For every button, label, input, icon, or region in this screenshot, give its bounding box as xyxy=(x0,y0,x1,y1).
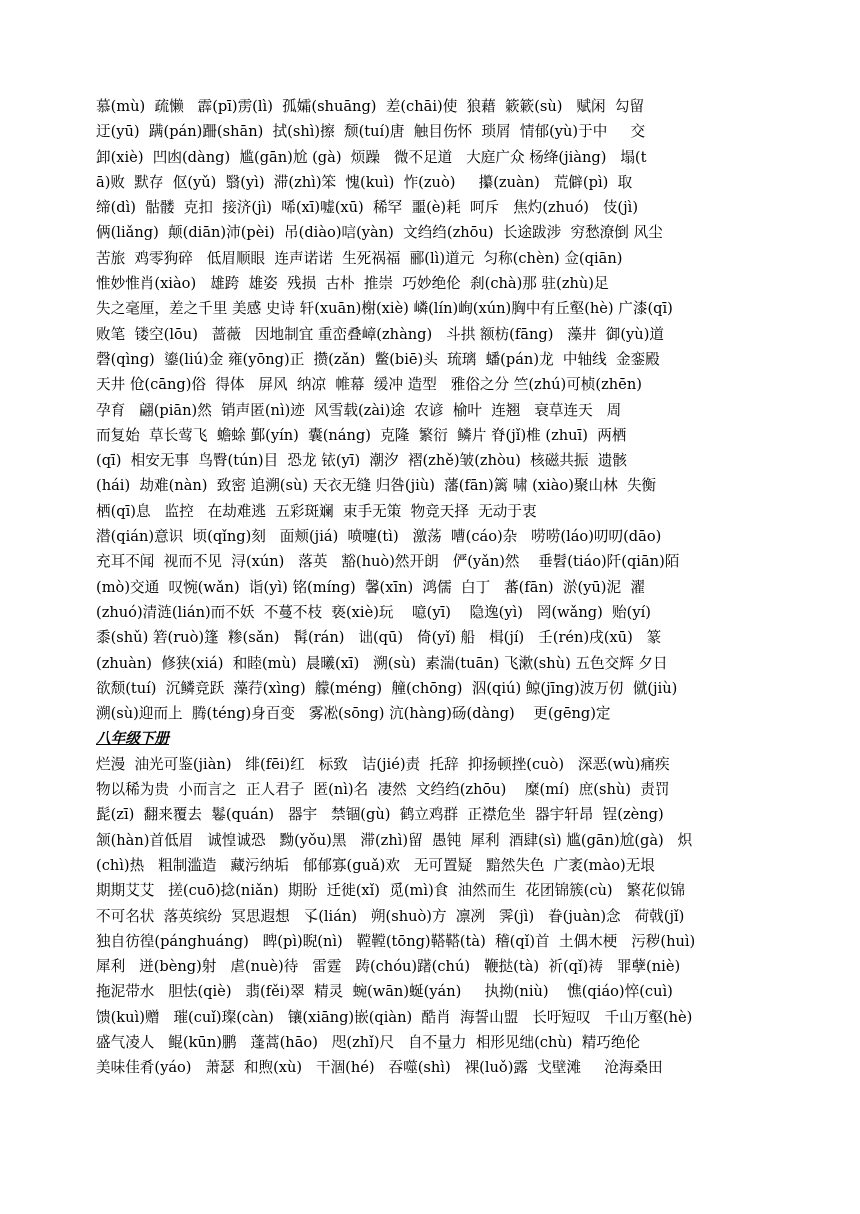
vocabulary-line: 犀利 迸(bèng)射 虐(nuè)待 雷霆 踌(chóu)躇(chú) 鞭挞(tà) 祈(qǐ)祷 罪孽(niè) xyxy=(96,958,681,976)
vocabulary-line: 期期艾艾 搓(cuō)捻(niǎn) 期盼 迁徙(xǐ) 觅(mì)食 油然而生 花团锦簇(cù) 繁花似锦 xyxy=(96,882,685,900)
vocabulary-line: (zhuàn) 修狭(xiá) 和睦(mù) 晨曦(xī) 溯(sù) 素湍(tuān) 飞漱(shù) 五色交辉 夕日 xyxy=(96,654,668,672)
vocabulary-line: 独自彷徨(pánghuáng) 睥(pì)睨(nì) 鞺鞺(tōng)鞳鞳(tà) 稽(qǐ)首 土偶木梗 污秽(huì) xyxy=(96,932,696,950)
vocabulary-line: 俩(liǎng) 颠(diān)沛(pèi) 吊(diào)唁(yàn) 文绉绉(zhōu) 长途跋涉 穷愁潦倒 风尘 xyxy=(96,224,663,242)
vocabulary-line: (chì)热 粗制滥造 藏污纳垢 郁郁寡(guǎ)欢 无可置疑 黯然失色 广袤(mào)无垠 xyxy=(96,856,655,874)
section-heading: 八年级下册 xyxy=(96,730,169,748)
vocabulary-line: 孕育 翩(piān)然 销声匿(nì)迹 风雪载(zài)途 农谚 榆叶 连翘 衰草连天 周 xyxy=(96,401,622,419)
vocabulary-line: (zhuó)清涟(lián)而不妖 不蔓不枝 亵(xiè)玩 噫(yī) 隐逸(yì) 罔(wǎng) 贻(yí) xyxy=(96,603,651,621)
vocabulary-line: (qī) 相安无事 鸟臀(tún)目 恐龙 铱(yī) 潮汐 褶(zhě)皱(zhòu) 核磁共振 遗骸 xyxy=(96,452,627,470)
vocabulary-line: 慕(mù) 疏懒 霹(pī)雳(lì) 孤孀(shuāng) 差(chāi)使 狼藉 簌簌(sù) 赋闲 勾留 xyxy=(96,98,645,115)
vocabulary-line: 不可名状 落英缤纷 冥思遐想 孓(lián) 朔(shuò)方 凛冽 霁(jì) 眷(juàn)念 荷戟(jǐ) xyxy=(96,907,685,925)
vocabulary-line: 卸(xiè) 凹凼(dàng) 尴(gān)尬 (gà) 烦躁 微不足道 大庭广众 杨绛(jiàng) 塌(t xyxy=(96,148,647,166)
vocabulary-line: (hái) 劫难(nàn) 致密 追溯(sù) 天衣无缝 归咎(jiù) 藩(fān)篱 啸 (xiào)聚山林 失衡 xyxy=(96,477,657,495)
vocabulary-line: 磬(qìng) 鎏(liú)金 雍(yōng)正 攒(zǎn) 鳖(biē)头 琉璃 蟠(pán)龙 中轴线 金銮殿 xyxy=(96,350,660,368)
document-page xyxy=(96,94,768,1081)
vocabulary-line: 拖泥带水 胆怯(qiè) 翡(fěi)翠 精灵 蜿(wān)蜒(yán) 执拗(niù) 憔(qiáo)悴(cuì) xyxy=(96,983,673,1001)
vocabulary-line: 苦旅 鸡零狗碎 低眉顺眼 连声诺诺 生死祸福 郦(lì)道元 匀称(chèn) 佥(qiān) xyxy=(96,249,623,267)
vocabulary-line: 盛气凌人 鲲(kūn)鹏 蓬蒿(hāo) 咫(zhǐ)尺 自不量力 相形见绌(chù) 精巧绝伦 xyxy=(96,1033,641,1051)
vocabulary-line: 缔(dì) 骷髅 克扣 接济(jì) 唏(xī)嘘(xū) 稀罕 噩(è)耗 呵斥 焦灼(zhuó) 伎(jì) xyxy=(96,199,639,217)
vocabulary-line: 欲颓(tuí) 沉鳞竞跃 藻荇(xìng) 艨(méng) 艟(chōng) 泅(qiú) 鲸(jīng)波万仞 僦(jiù) xyxy=(96,679,678,697)
vocabulary-line: 迂(yū) 蹒(pán)跚(shān) 拭(shì)擦 颓(tuí)唐 触目伤怀 琐屑 情郁(yù)于中 交 xyxy=(96,123,646,141)
vocabulary-line: 惟妙惟肖(xiào) 雄跨 雄姿 残损 古朴 推崇 巧妙绝伦 刹(chà)那 驻(zhù)足 xyxy=(96,275,609,293)
vocabulary-line: 而复始 草长莺飞 蟾蜍 鄞(yín) 囊(náng) 克隆 繁衍 鳞片 脊(jǐ)椎 (zhuī) 两栖 xyxy=(96,426,627,444)
vocabulary-line: (mò)交通 叹惋(wǎn) 诣(yì) 铭(míng) 馨(xīn) 鸿儒 白丁 蕃(fān) 淤(yū)泥 濯 xyxy=(96,578,645,596)
vocabulary-line: 天井 伧(cāng)俗 得体 屏风 纳凉 帷幕 缓冲 造型 雅俗之分 竺(zhú)可桢(zhēn) xyxy=(96,376,642,394)
vocabulary-line: 物以稀为贵 小而言之 正人君子 匿(nì)名 凄然 文绉绉(zhōu) 糜(mí) 庶(shù) 责罚 xyxy=(96,781,670,799)
vocabulary-line: 充耳不闻 视而不见 浔(xún) 落英 豁(huò)然开朗 俨(yǎn)然 垂髫(tiáo)阡(qiān)陌 xyxy=(96,553,680,571)
vocabulary-line: 髭(zī) 翻来覆去 鬈(quán) 器宇 禁锢(gù) 鹤立鸡群 正襟危坐 器宇轩昂 锃(zèng) xyxy=(96,806,664,824)
vocabulary-line: 溯(sù)迎而上 腾(téng)身百变 雾凇(sōng) 沆(hàng)砀(dàng) 更(gēng)定 xyxy=(96,705,611,723)
vocabulary-line: 败笔 镂空(lōu) 蔷薇 因地制宜 重峦叠嶂(zhàng) 斗拱 额枋(fāng) 藻井 御(yù)道 xyxy=(96,325,664,343)
vocabulary-line: 馈(kuì)赠 璀(cuǐ)璨(càn) 镶(xiāng)嵌(qiàn) 酷肖 海誓山盟 长吁短叹 千山万壑(hè) xyxy=(96,1008,693,1026)
vocabulary-line: 美味佳肴(yáo) 萧瑟 和煦(xù) 干涸(hé) 吞噬(shì) 裸(luǒ)露 戈壁滩 沧海桑田 xyxy=(96,1059,663,1077)
vocabulary-section-grade8-lower xyxy=(96,752,768,1081)
vocabulary-line: 烂漫 油光可鉴(jiàn) 绯(fēi)红 标致 诘(jié)责 托辞 抑扬顿挫(cuò) 深恶(wù)痛疾 xyxy=(96,755,670,773)
vocabulary-line: 潜(qián)意识 顷(qǐng)刻 面颊(jiá) 喷嚏(tì) 激荡 嘈(cáo)杂 唠唠(láo)叨叨(dāo) xyxy=(96,528,662,546)
vocabulary-line: ā)败 默存 伛(yǔ) 翳(yì) 滞(zhì)笨 愧(kuì) 怍(zuò) 攥(zuàn) 荒僻(pì) 取 xyxy=(96,173,633,191)
vocabulary-line: 栖(qī)息 监控 在劫难逃 五彩斑斓 束手无策 物竞天择 无动于衷 xyxy=(96,502,537,520)
vocabulary-line: 黍(shǔ) 箬(ruò)篷 糁(sǎn) 髯(rán) 诎(qū) 倚(yǐ) 船 楫(jí) 壬(rén)戌(xū) 篆 xyxy=(96,629,662,647)
vocabulary-line: 颔(hàn)首低眉 诚惶诚恐 黝(yǒu)黑 滞(zhì)留 愚钝 犀利 酒肆(sì) 尴(gān)尬(gà) 炽 xyxy=(96,831,693,849)
vocabulary-line: 失之毫厘，差之千里 美感 史诗 轩(xuān)榭(xiè) 嶙(lín)峋(xún)胸中有丘壑(hè) 广漆(qī) xyxy=(96,300,673,318)
vocabulary-section-grade8-upper xyxy=(96,94,768,726)
